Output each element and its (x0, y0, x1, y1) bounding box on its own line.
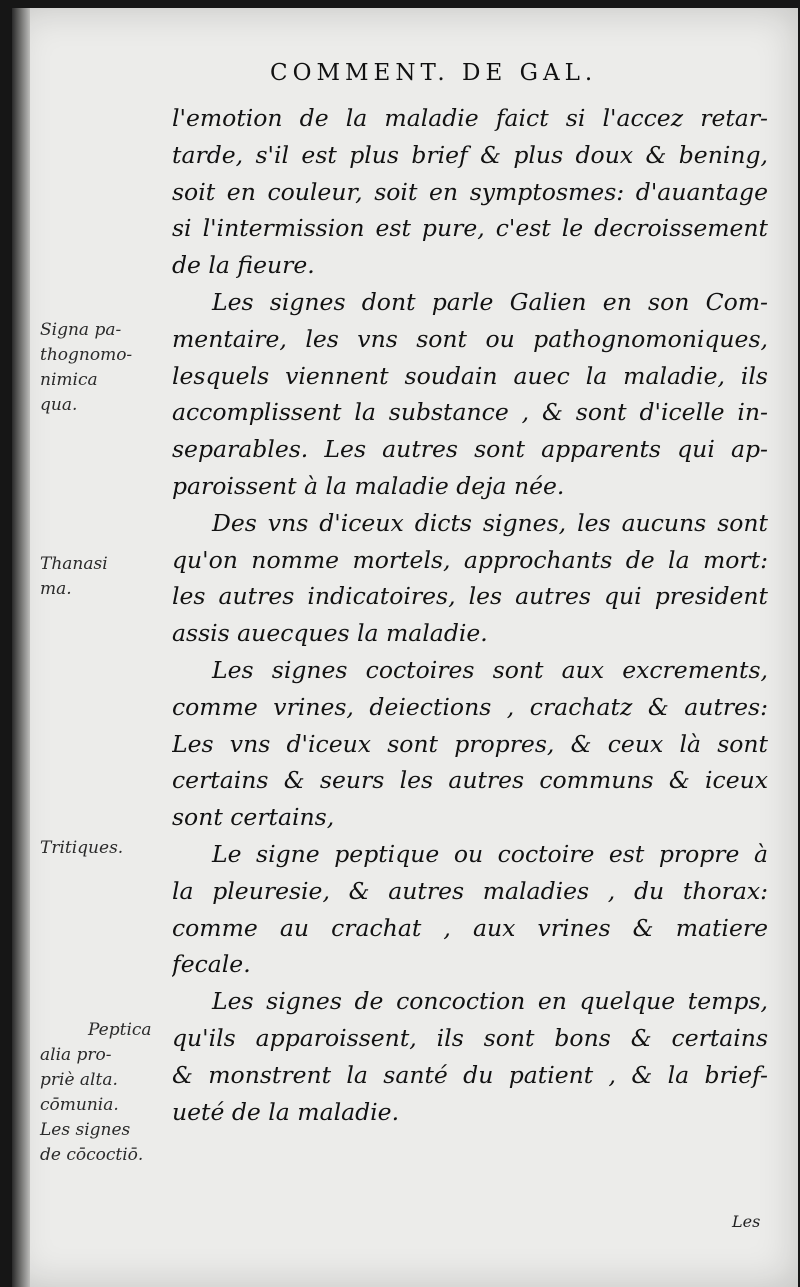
running-header: COMMENT. DE GAL. (270, 60, 598, 86)
margin-note-line: nimica (40, 370, 98, 390)
text-line: l'emotion de la maladie faict si l'accez retar- (172, 104, 768, 132)
text-line: assis auecques la maladie. (172, 619, 488, 648)
text-line: tarde, s'il est plus brief & plus doux & bening, (172, 140, 768, 169)
text-line: certains & seurs les autres communs & iceux (172, 766, 768, 795)
margin-note-line: ma. (40, 579, 72, 599)
text-line: separables. Les autres sont apparents qui ap- (172, 435, 768, 464)
text-line: Les signes dont parle Galien en son Com- (212, 287, 768, 316)
text-line: qu'ils apparoissent, ils sont bons & certains (172, 1023, 768, 1052)
margin-note-peptica (40, 1018, 166, 1168)
text-line: Les signes de concoction en quelque temps, (212, 987, 768, 1016)
text-line: accomplissent la substance , & sont d'icelle in- (172, 398, 768, 427)
margin-note-line: Signa pa- (40, 320, 122, 340)
text-line: Le signe peptique ou coctoire est propre à (212, 839, 768, 868)
margin-note-pathognomonica (40, 318, 166, 418)
text-line: comme au crachat , aux vrines & matiere (172, 913, 768, 942)
text-line: paroissent à la maladie deja née. (172, 471, 565, 500)
text-line: sont certains, (172, 803, 335, 832)
text-line: Les signes coctoires sont aux excrements, (212, 655, 768, 684)
margin-note-critiques (40, 836, 166, 861)
text-line: la pleuresie, & autres maladies , du thorax: (172, 876, 768, 905)
main-text (172, 100, 768, 1130)
text-line: si l'intermission est pure, c'est le decroissement (172, 214, 768, 243)
text-line: Des vns d'iceux dicts signes, les aucuns sont (212, 508, 768, 537)
text-line: lesquels viennent soudain auec la maladie, ils (172, 361, 768, 390)
margin-note-line: de cōcoctiō. (40, 1145, 144, 1165)
catchword: Les (732, 1212, 761, 1231)
text-line: de la fieure. (172, 251, 315, 280)
margin-note-line: Tritiques. (40, 838, 124, 858)
margin-note-line: priè alta. (40, 1070, 118, 1090)
text-line: soit en couleur, soit en symptosmes: d'auantage (172, 177, 768, 206)
margin-note-line: qua. (40, 395, 78, 415)
margin-note-line: alia pro- (40, 1045, 112, 1065)
margin-note-thanasima (40, 552, 166, 602)
text-line: qu'on nomme mortels, approchants de la mort: (172, 545, 768, 574)
page-gutter-shadow (12, 8, 30, 1287)
margin-note-line: thognomo- (40, 345, 133, 365)
margin-note-line: cōmunia. (40, 1095, 119, 1115)
text-line: comme vrines, deiections , crachatz & autres: (172, 692, 768, 721)
text-line: mentaire, les vns sont ou pathognomoniques, (172, 324, 768, 353)
margin-note-line: Les signes (40, 1120, 131, 1140)
text-line: & monstrent la santé du patient , & la brief- (172, 1060, 768, 1089)
text-line: ueté de la maladie. (172, 1097, 400, 1126)
margin-note-line: Peptica (88, 1020, 152, 1040)
text-line: Les vns d'iceux sont propres, & ceux là sont (172, 729, 768, 758)
text-line: fecale. (172, 950, 251, 979)
margin-note-line: Thanasi (40, 554, 108, 574)
text-line: les autres indicatoires, les autres qui president (172, 582, 768, 611)
